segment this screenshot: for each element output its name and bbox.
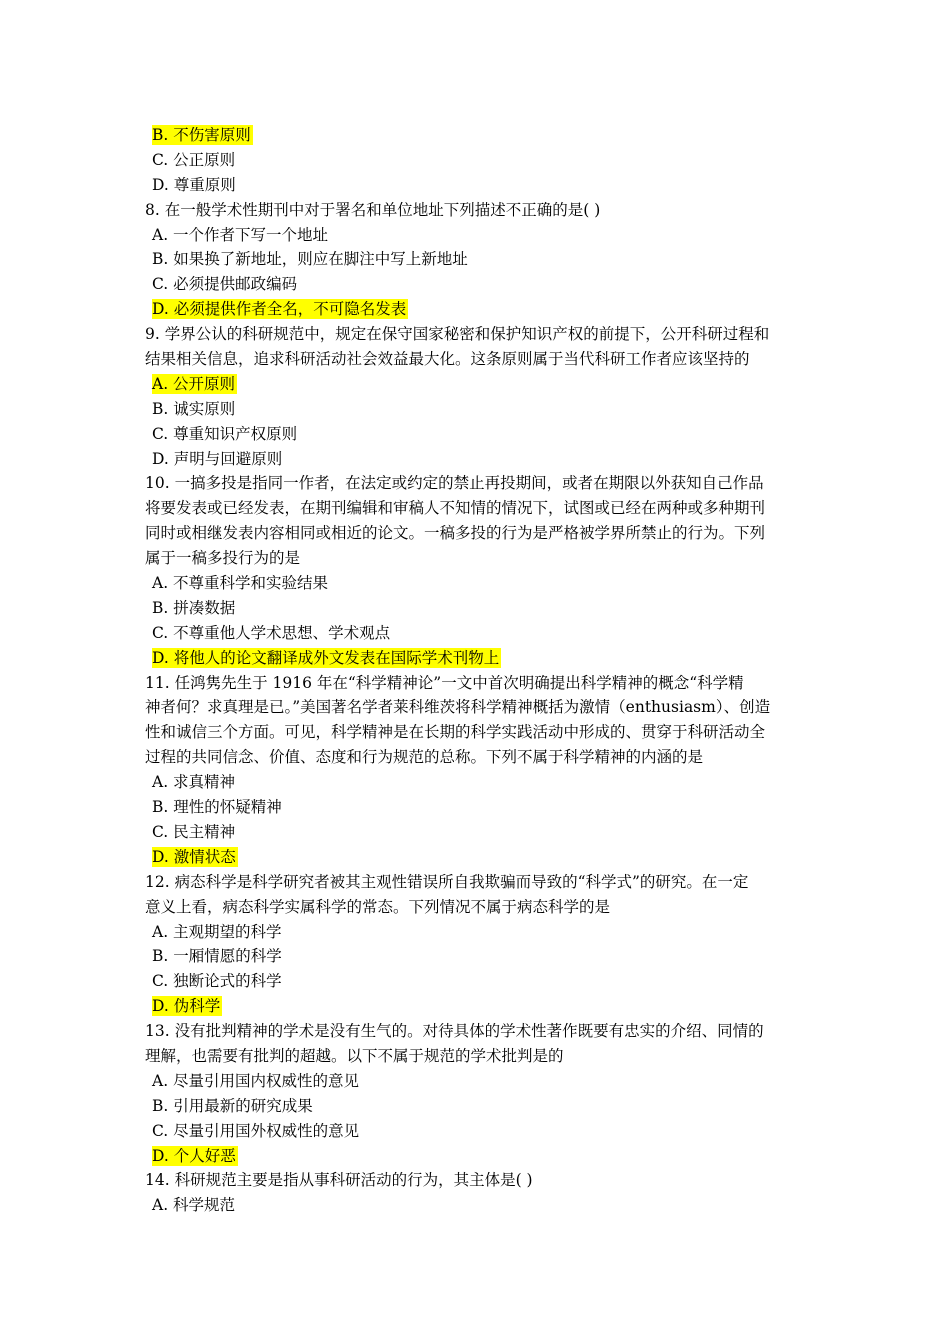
answer-option	[145, 1094, 810, 1119]
answer-option	[145, 422, 810, 447]
option-label: D. 声明与回避原则	[152, 449, 283, 468]
option-label: A. 科学规范	[152, 1196, 236, 1215]
question-line: 性和诚信三个方面。可见，科学精神是在长期的科学实践活动中形成的、贯穿于科研活动全	[145, 723, 766, 742]
option-label: A. 主观期望的科学	[152, 922, 282, 941]
option-label: A. 不尊重科学和实验结果	[152, 574, 329, 593]
option-label: A. 公开原则	[152, 374, 236, 393]
option-label: A. 一个作者下写一个地址	[152, 225, 329, 244]
option-label: B. 一厢情愿的科学	[152, 947, 282, 966]
answer-option-correct	[145, 123, 810, 148]
option-label: D. 尊重原则	[152, 175, 236, 194]
option-label: C. 尽量引用国外权威性的意见	[152, 1121, 360, 1140]
option-label: B. 引用最新的研究成果	[152, 1096, 313, 1115]
option-label: D. 伪科学	[152, 997, 221, 1016]
answer-option	[145, 969, 810, 994]
answer-option-correct	[145, 372, 810, 397]
option-label: C. 公正原则	[152, 150, 236, 169]
answer-option-correct	[145, 1144, 810, 1169]
question-line: 10. 一搞多投是指同一作者，在法定或约定的禁止再投期间，或者在期限以外获知自己作品	[145, 474, 764, 493]
answer-option	[145, 820, 810, 845]
answer-option-correct	[145, 994, 810, 1019]
question-text	[145, 1019, 810, 1069]
option-label: A. 尽量引用国内权威性的意见	[152, 1071, 360, 1090]
option-label: A. 求真精神	[152, 773, 236, 792]
answer-option	[145, 621, 810, 646]
option-label: B. 理性的怀疑精神	[152, 798, 282, 817]
option-label: C. 必须提供邮政编码	[152, 275, 298, 294]
answer-option	[145, 596, 810, 621]
option-label: B. 诚实原则	[152, 399, 236, 418]
question-line: 同时或相继发表内容相同或相近的论文。一稿多投的行为是严格被学界所禁止的行为。下列	[145, 524, 766, 543]
question-line: 结果相关信息，追求科研活动社会效益最大化。这条原则属于当代科研工作者应该坚持的	[145, 350, 750, 369]
option-label: C. 尊重知识产权原则	[152, 424, 298, 443]
answer-option	[145, 571, 810, 596]
question-line: 将要发表或已经发表，在期刊编辑和审稿人不知情的情况下，试图或已经在两种或多种期刊	[145, 499, 766, 518]
question-text	[145, 1168, 810, 1193]
option-label: B. 拼凑数据	[152, 598, 236, 617]
question-line: 13. 没有批判精神的学术是没有生气的。对待具体的学术性著作既要有忠实的介绍、同情的	[145, 1022, 764, 1041]
question-text	[145, 671, 810, 771]
answer-option	[145, 173, 810, 198]
answer-option	[145, 247, 810, 272]
answer-option-correct	[145, 297, 810, 322]
question-line: 9. 学界公认的科研规范中，规定在保守国家秘密和保护知识产权的前提下，公开科研过程和	[145, 325, 770, 344]
question-line: 理解，也需要有批判的超越。以下不属于规范的学术批判是的	[145, 1046, 564, 1065]
answer-option	[145, 1193, 810, 1218]
answer-option	[145, 223, 810, 248]
answer-option-correct	[145, 845, 810, 870]
question-line: 意义上看，病态科学实属科学的常态。下列情况不属于病态科学的是	[145, 897, 611, 916]
question-text	[145, 870, 810, 920]
option-label: B. 不伤害原则	[152, 126, 251, 144]
question-line: 11. 任鸿隽先生于 1916 年在“科学精神论”一文中首次明确提出科学精神的概念“科学精	[145, 673, 744, 692]
question-line: 12. 病态科学是科学研究者被其主观性错误所自我欺骗而导致的“科学式”的研究。在一定	[145, 872, 749, 891]
question-line: 8. 在一般学术性期刊中对于署名和单位地址下列描述不正确的是( )	[145, 200, 601, 219]
answer-option	[145, 148, 810, 173]
option-label: B. 如果换了新地址，则应在脚注中写上新地址	[152, 250, 468, 269]
question-text	[145, 322, 810, 372]
question-text	[145, 198, 810, 223]
option-label: D. 个人好恶	[152, 1146, 236, 1165]
answer-option	[145, 795, 810, 820]
question-line: 属于一稿多投行为的是	[145, 549, 301, 568]
option-label: D. 将他人的论文翻译成外文发表在国际学术刊物上	[152, 648, 500, 667]
answer-option	[145, 920, 810, 945]
question-line: 14. 科研规范主要是指从事科研活动的行为，其主体是( )	[145, 1171, 533, 1190]
option-label: C. 不尊重他人学术思想、学术观点	[152, 623, 391, 642]
question-text	[145, 471, 810, 571]
answer-option	[145, 272, 810, 297]
answer-option-correct	[145, 646, 810, 671]
document-page	[145, 123, 810, 1218]
answer-option	[145, 944, 810, 969]
option-label: D. 激情状态	[152, 847, 236, 866]
option-label: C. 独断论式的科学	[152, 972, 282, 991]
answer-option	[145, 397, 810, 422]
answer-option	[145, 447, 810, 472]
question-line: 过程的共同信念、价值、态度和行为规范的总称。下列不属于科学精神的内涵的是	[145, 748, 704, 767]
answer-option	[145, 1069, 810, 1094]
answer-option	[145, 770, 810, 795]
answer-option	[145, 1119, 810, 1144]
question-line: 神者何？求真理是已。”美国著名学者莱科维茨将科学精神概括为激情（enthusiasm）、创造	[145, 698, 771, 717]
option-label: C. 民主精神	[152, 822, 236, 841]
option-label: D. 必须提供作者全名，不可隐名发表	[152, 300, 407, 319]
